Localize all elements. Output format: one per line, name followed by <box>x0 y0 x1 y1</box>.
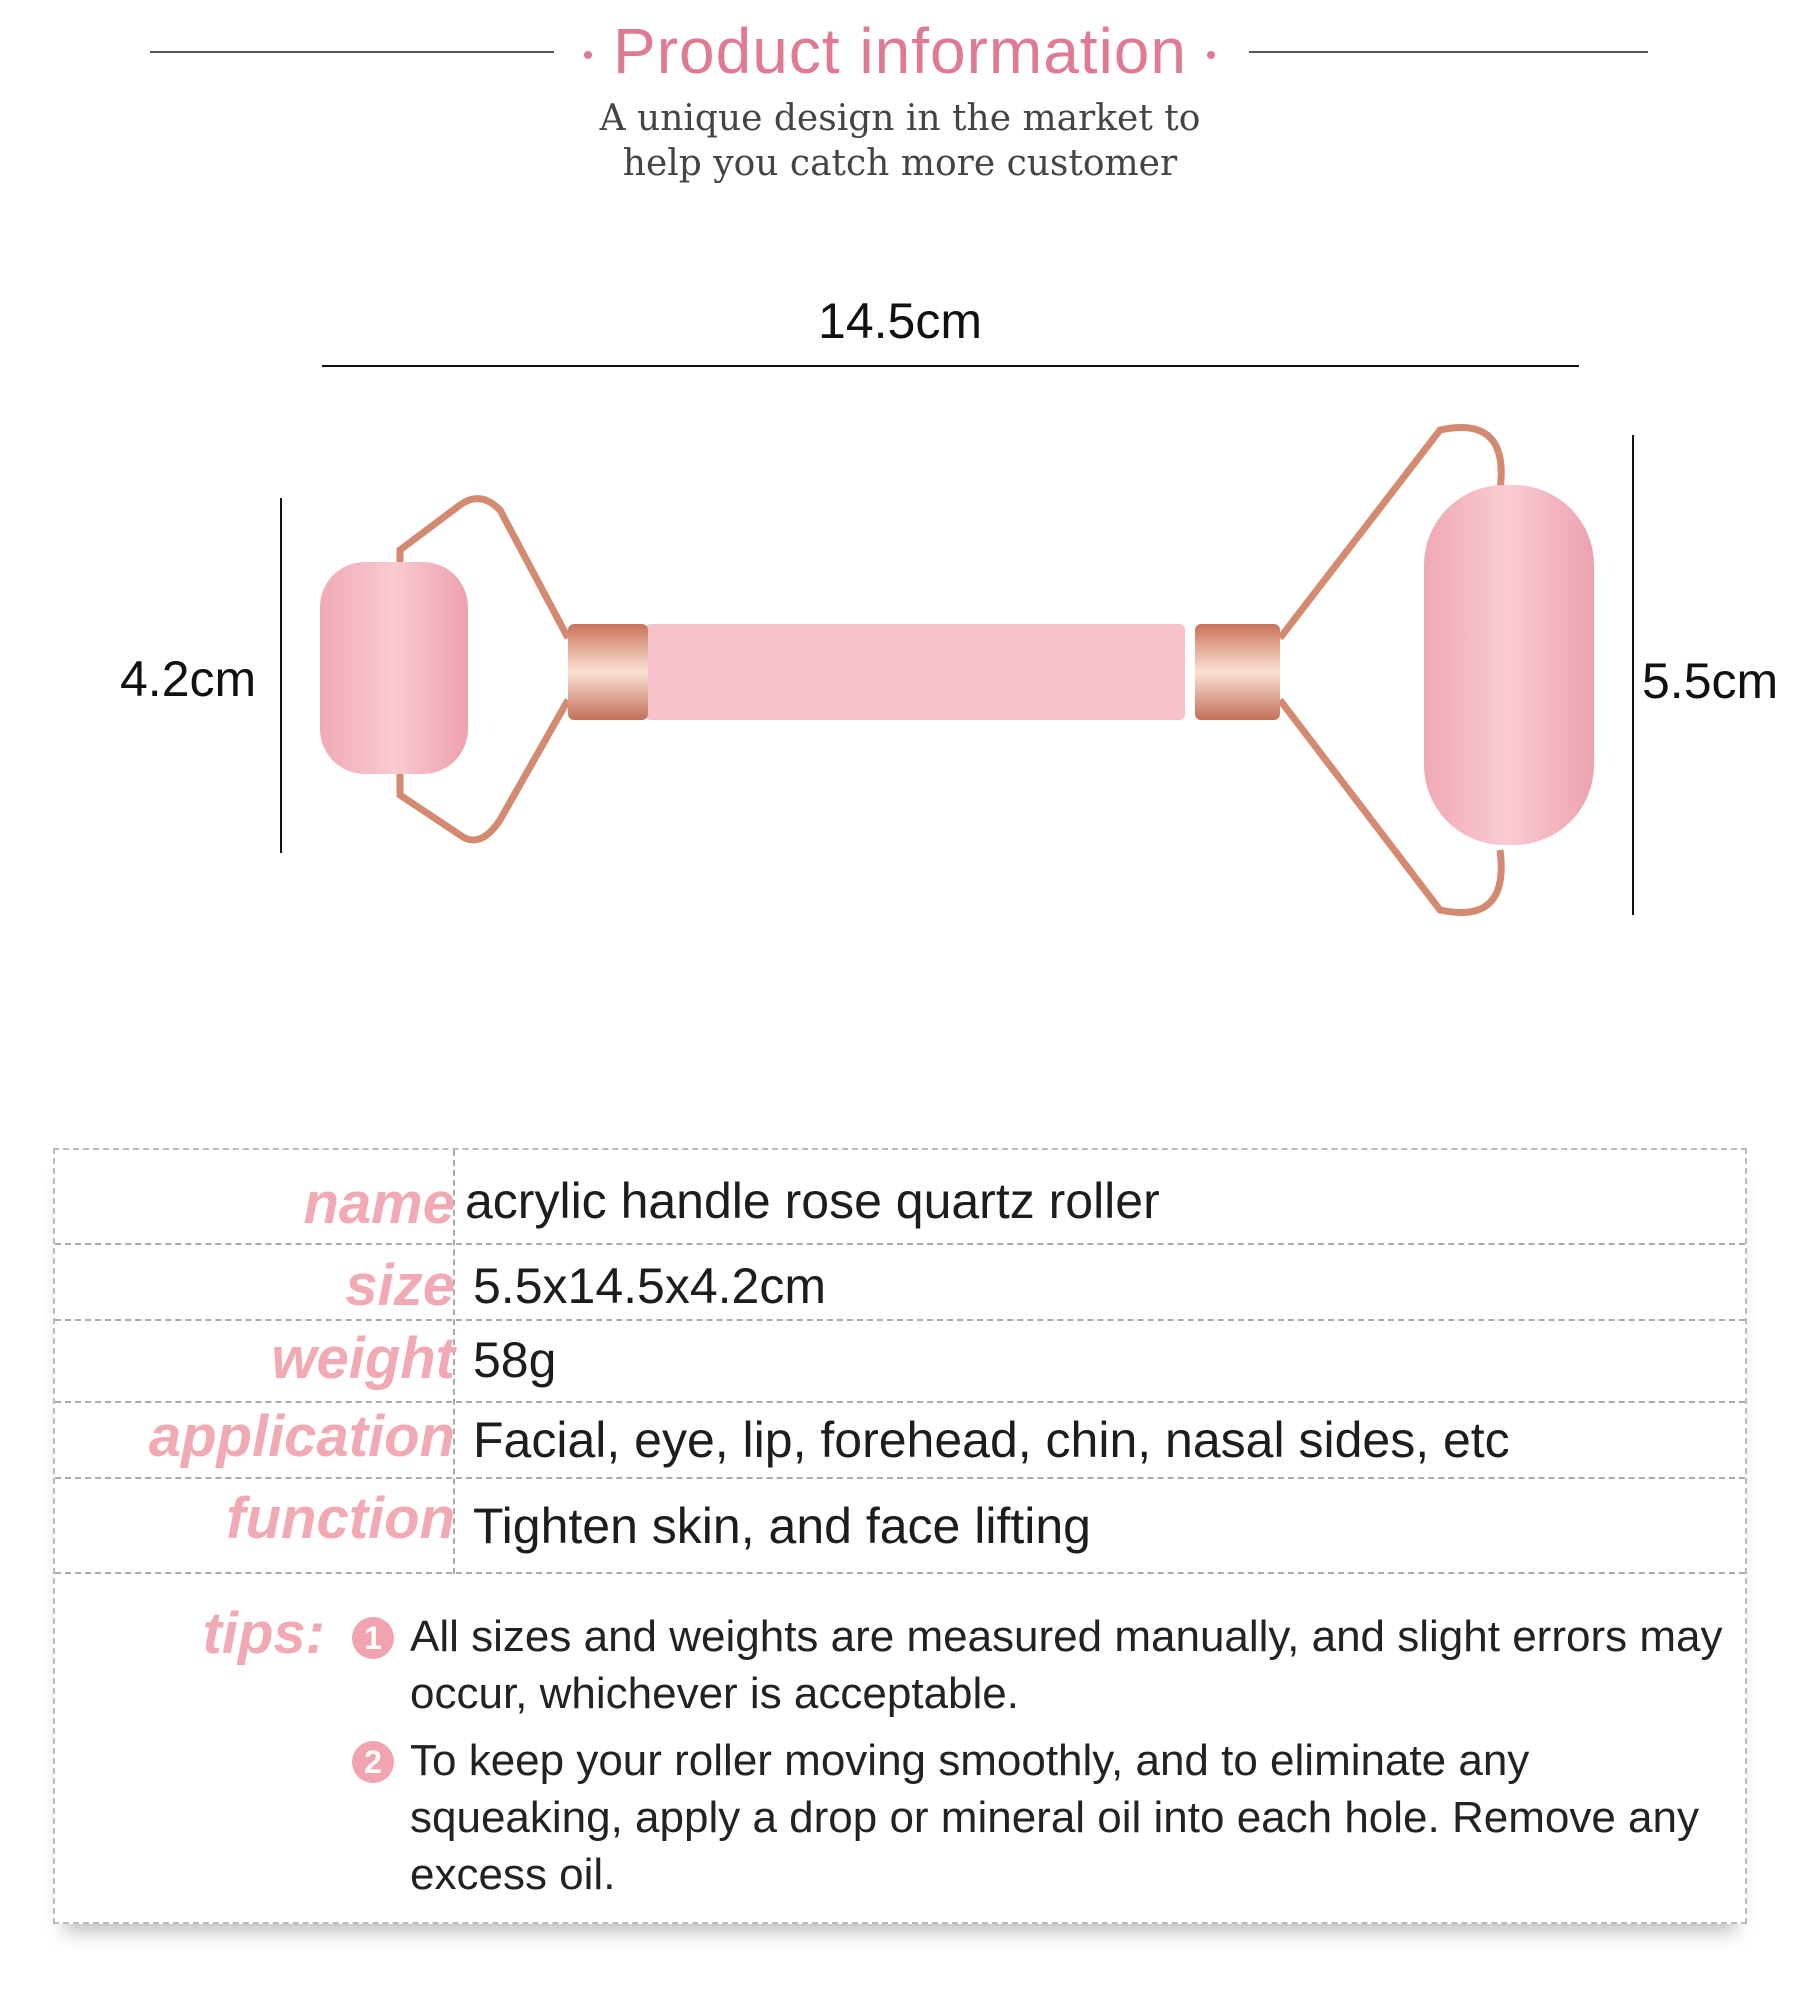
row-value: 5.5x14.5x4.2cm <box>473 1258 826 1314</box>
length-dimension: 14.5cm <box>818 293 982 349</box>
table-row <box>55 1150 1745 1245</box>
left-height-dimension: 4.2cm <box>120 651 257 707</box>
right-cap <box>1195 624 1280 720</box>
handle <box>645 624 1185 720</box>
tips-label: tips: <box>202 1601 325 1666</box>
tip-1: All sizes and weights are measured manually, and slight errors may occur, whichever is acceptable. <box>410 1612 1723 1718</box>
length-rule <box>322 365 1579 367</box>
subtitle-line-2: help you catch more customer <box>622 143 1178 184</box>
right-stone <box>1424 485 1594 845</box>
row-label: application <box>148 1404 455 1469</box>
row-label: size <box>345 1253 455 1318</box>
table-row <box>55 1321 1745 1403</box>
row-label: name <box>303 1171 455 1236</box>
spec-table <box>53 1148 1747 1924</box>
tip-number-2: 2 <box>352 1741 394 1783</box>
subtitle-line-1: A unique design in the market to <box>599 98 1201 139</box>
left-stone <box>320 562 468 774</box>
row-value: acrylic handle rose quartz roller <box>465 1173 1160 1229</box>
table-row <box>55 1245 1745 1321</box>
row-label: function <box>226 1486 455 1551</box>
left-cap <box>568 624 648 720</box>
right-height-rule <box>1632 435 1634 915</box>
roller-illustration <box>300 410 1620 930</box>
row-value: Tighten skin, and face lifting <box>473 1498 1091 1554</box>
left-height-rule <box>280 498 282 853</box>
row-value: Facial, eye, lip, forehead, chin, nasal sides, etc <box>473 1412 1510 1468</box>
page-title: • Product information • <box>582 15 1218 87</box>
row-value: 58g <box>473 1332 557 1388</box>
right-height-dimension: 5.5cm <box>1642 653 1779 709</box>
row-label: weight <box>271 1326 455 1391</box>
table-row <box>55 1479 1745 1574</box>
tip-2: To keep your roller moving smoothly, and to eliminate any squeaking, apply a drop or mineral oil into each hole. Remove any excess oil. <box>410 1736 1699 1899</box>
table-row <box>55 1403 1745 1479</box>
tip-number-1: 1 <box>352 1617 394 1659</box>
